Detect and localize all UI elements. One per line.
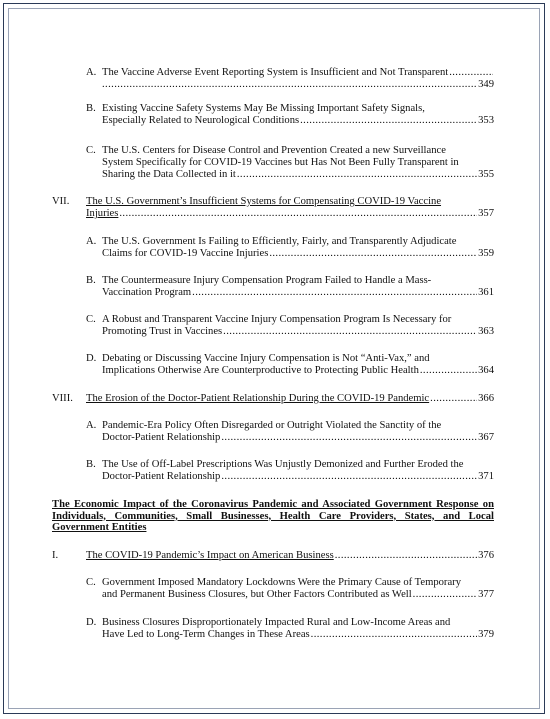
- toc-entry[interactable]: [86, 577, 494, 601]
- entry-title: Pandemic-Era Policy Often Disregarded or Outright Violated the Sanctity of the: [102, 420, 442, 431]
- toc-entry[interactable]: [86, 314, 494, 338]
- toc-entry[interactable]: [86, 145, 494, 181]
- toc-entry[interactable]: [52, 196, 494, 220]
- toc-entry[interactable]: [86, 353, 494, 377]
- entry-title: The Vaccine Adverse Event Reporting System is Insufficient and Not Transparent: [102, 67, 449, 78]
- entry-marker: B.: [86, 103, 96, 114]
- leader-dots: [335, 550, 477, 562]
- entry-title: Doctor-Patient Relationship: [102, 432, 221, 443]
- entry-marker: VII.: [52, 196, 70, 207]
- page-number: 377: [478, 589, 494, 600]
- page-number: 355: [478, 169, 494, 180]
- entry-marker: C.: [86, 577, 96, 588]
- leader-dots: [269, 248, 477, 260]
- toc-entry[interactable]: [86, 459, 494, 483]
- leader-dots: [449, 67, 493, 79]
- entry-title: Promoting Trust in Vaccines: [102, 326, 223, 337]
- entry-title: Vaccination Program: [102, 287, 192, 298]
- leader-dots: [311, 629, 477, 641]
- page-number: 357: [478, 208, 494, 219]
- toc-entry[interactable]: [86, 617, 494, 641]
- entry-title: The U.S. Government’s Insufficient Systems for Compensating COVID-19 Vaccine: [86, 196, 442, 207]
- page-number: 371: [478, 471, 494, 482]
- entry-title: The COVID-19 Pandemic’s Impact on American Business: [86, 550, 334, 561]
- entry-marker: D.: [86, 353, 97, 364]
- entry-marker: C.: [86, 145, 96, 156]
- leader-dots: [300, 115, 477, 127]
- entry-title: Have Led to Long-Term Changes in These Areas: [102, 629, 310, 640]
- entry-marker: B.: [86, 459, 96, 470]
- entry-title: and Permanent Business Closures, but Other Factors Contributed as Well: [102, 589, 412, 600]
- page-number: 349: [478, 79, 494, 90]
- page-number: 359: [478, 248, 494, 259]
- entry-title: The Countermeasure Injury Compensation Program Failed to Handle a Mass-: [102, 275, 432, 286]
- section-heading[interactable]: The Economic Impact of the Coronavirus Pandemic and Associated Government Response on Individuals, Communities, Small Businesses, Health Care Providers, States, and Local Government Entities: [52, 499, 494, 533]
- entry-title: The U.S. Government Is Failing to Efficiently, Fairly, and Transparently Adjudicate: [102, 236, 457, 247]
- page-number: 353: [478, 115, 494, 126]
- entry-title: The Erosion of the Doctor-Patient Relationship During the COVID-19 Pandemic: [86, 393, 430, 404]
- entry-marker: D.: [86, 617, 97, 628]
- page-number: 376: [478, 550, 494, 561]
- entry-title: The Use of Off-Label Prescriptions Was Unjustly Demonized and Further Eroded the: [102, 459, 464, 470]
- entry-marker: C.: [86, 314, 96, 325]
- entry-title: Government Imposed Mandatory Lockdowns Were the Primary Cause of Temporary: [102, 577, 461, 588]
- page-number: 361: [478, 287, 494, 298]
- entry-title: Claims for COVID-19 Vaccine Injuries: [102, 248, 269, 259]
- entry-marker: A.: [86, 67, 97, 78]
- page-number: 366: [478, 393, 494, 404]
- entry-title: System Specifically for COVID-19 Vaccines but Has Not Been Fully Transparent in: [102, 157, 459, 168]
- entry-title: Doctor-Patient Relationship: [102, 471, 221, 482]
- entry-marker: I.: [52, 550, 59, 561]
- page-number: 379: [478, 629, 494, 640]
- toc-entry[interactable]: [86, 236, 494, 260]
- leader-dots: [413, 589, 477, 601]
- leader-dots: [221, 471, 477, 483]
- toc-entry[interactable]: [86, 275, 494, 299]
- toc-entry[interactable]: [86, 103, 494, 127]
- toc-entry[interactable]: [86, 67, 494, 91]
- page-number: 363: [478, 326, 494, 337]
- entry-marker: A.: [86, 420, 97, 431]
- entry-title: Existing Vaccine Safety Systems May Be Missing Important Safety Signals,: [102, 103, 425, 114]
- entry-title: Business Closures Disproportionately Impacted Rural and Low-Income Areas and: [102, 617, 451, 628]
- toc-entry[interactable]: [52, 550, 494, 562]
- page-number: 367: [478, 432, 494, 443]
- entry-title: Especially Related to Neurological Conditions: [102, 115, 300, 126]
- entry-title: The U.S. Centers for Disease Control and Prevention Created a new Surveillance: [102, 145, 446, 156]
- leader-dots: [237, 169, 477, 181]
- leader-dots: [223, 326, 477, 338]
- entry-title: Injuries: [86, 208, 119, 219]
- entry-title: Implications Otherwise Are Counterproductive to Protecting Public Health: [102, 365, 419, 376]
- leader-dots: [192, 287, 477, 299]
- leader-dots: [102, 79, 477, 91]
- entry-title: Debating or Discussing Vaccine Injury Compensation is Not “Anti-Vax,” and: [102, 353, 430, 364]
- leader-dots: [420, 365, 477, 377]
- entry-title: A Robust and Transparent Vaccine Injury Compensation Program Is Necessary for: [102, 314, 452, 325]
- leader-dots: [119, 208, 477, 220]
- entry-title: Sharing the Data Collected in it: [102, 169, 236, 180]
- page-number: 364: [478, 365, 494, 376]
- entry-marker: VIII.: [52, 393, 73, 404]
- leader-dots: [430, 393, 477, 405]
- toc-entry[interactable]: [86, 420, 494, 444]
- toc-entry[interactable]: [52, 393, 494, 405]
- entry-marker: B.: [86, 275, 96, 286]
- entry-marker: A.: [86, 236, 97, 247]
- leader-dots: [221, 432, 477, 444]
